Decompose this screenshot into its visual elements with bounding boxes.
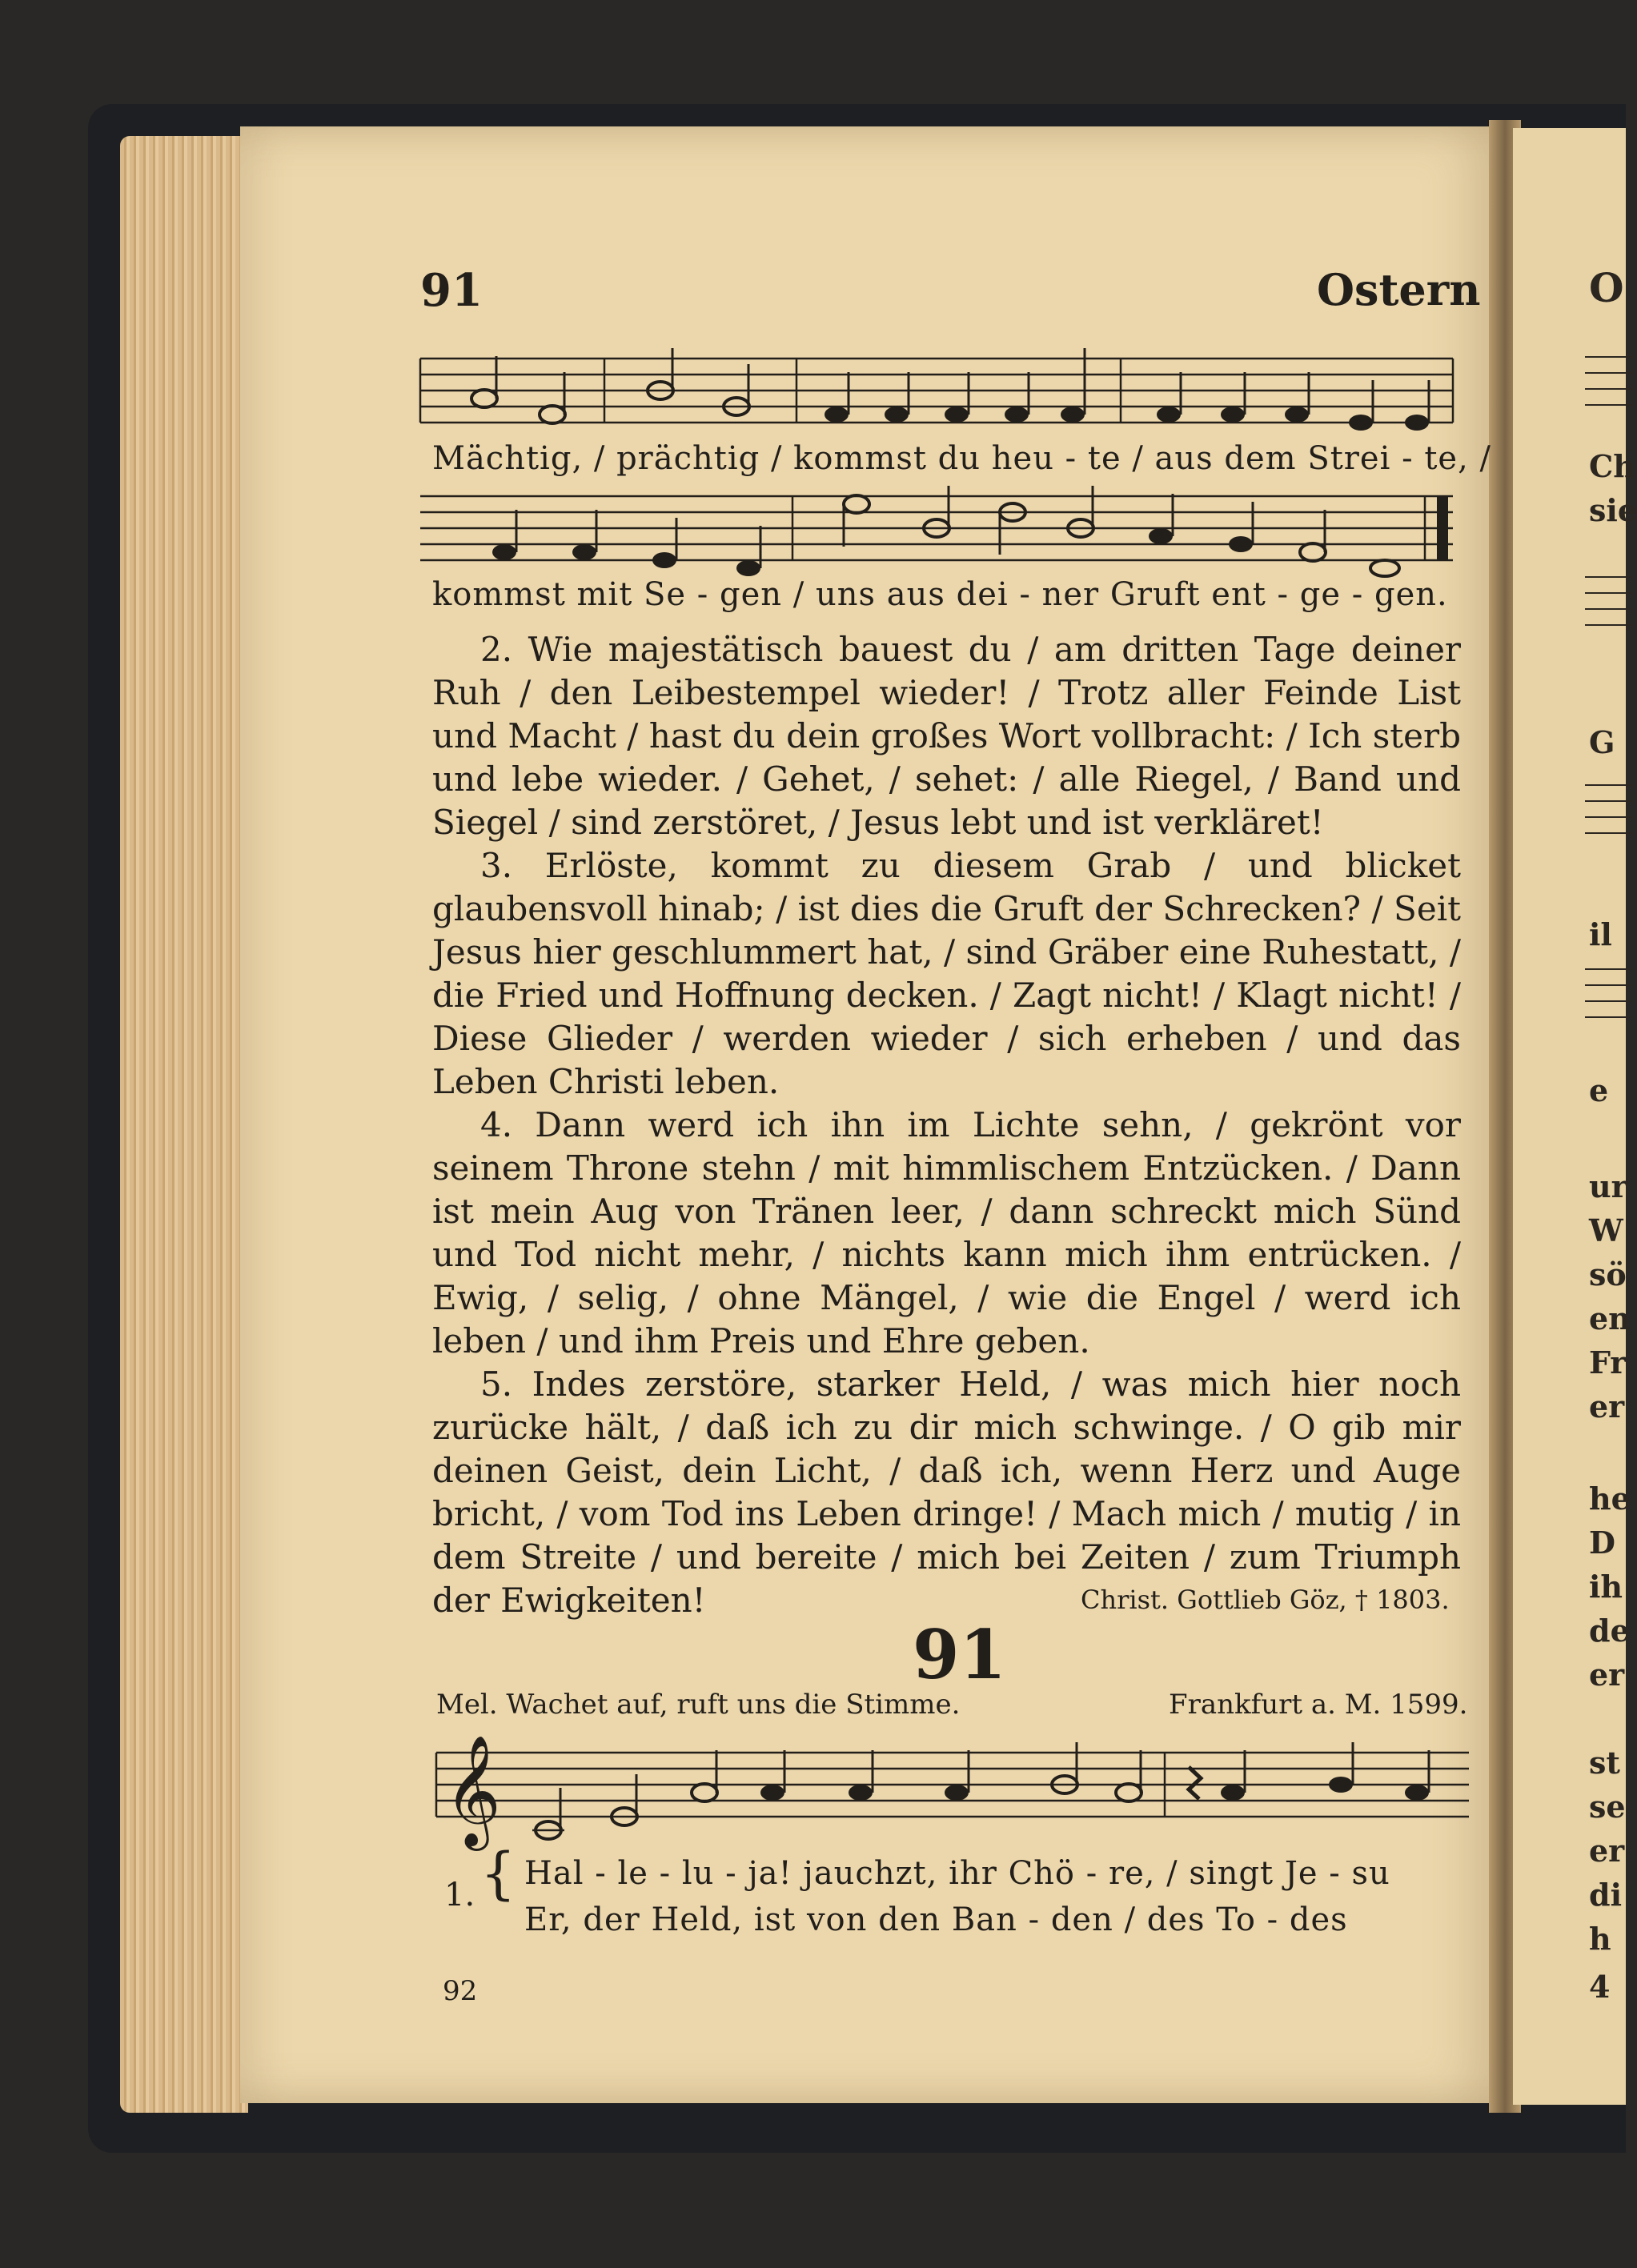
music-staff-1 [416, 336, 1457, 440]
verse-5: 5. Indes zerstöre, starker Held, / was mich hier noch zurücke hält, / daß ich zu dir mich schwinge. / O gib mir deinen Geist, dein Licht, / daß ich, wenn Herz und Auge bricht, / vom Tod ins Leben dringe! / Mach mich / mutig / in dem Streite / und bereite / mich bei Zeiten / zum Triumph der Ewigkeiten! [432, 1364, 1461, 1620]
right-fragment: er [1589, 1657, 1625, 1693]
right-fragment: ih [1589, 1569, 1623, 1605]
right-fragment: D [1589, 1525, 1615, 1561]
melody-note: Mel. Wachet auf, ruft uns die Stimme. [436, 1689, 961, 1721]
right-fragment: er [1589, 1833, 1625, 1869]
right-fragment: Ch [1589, 448, 1635, 484]
right-fragment: W [1589, 1212, 1623, 1248]
right-fragment: di [1589, 1877, 1623, 1913]
right-fragment: O [1589, 264, 1624, 311]
verse-4: 4. Dann werd ich ihn im Lichte sehn, / gekrönt vor seinem Throne stehn / mit himmlischem Entzücken. / Dann ist mein Aug von Tränen leer, / dann schreckt mich Sünd und Tod nicht mehr, / nichts kann mich ihm entrücken. / Ewig, / selig, / ohne Mängel, / wie die Engel / werd ich leben / und ihm Preis und Ehre geben. [432, 1105, 1461, 1360]
staff-1-lyrics: Mächtig, / prächtig / kommst du heu - te / aus dem Strei - te, / [432, 440, 1491, 477]
verse-2: 2. Wie majestätisch bauest du / am dritten Tage deiner Ruh / den Leibestempel wieder! / Trotz aller Feinde List und Macht / hast du dein großes Wort vollbracht: / Ich sterb und lebe wieder. / Gehet, / sehet: / alle Riegel, / Band und Siegel / sind zerstöret, / Jesus lebt und ist verkläret! [432, 630, 1461, 842]
right-fragment: sie [1589, 492, 1637, 528]
right-fragment: st [1589, 1745, 1620, 1781]
author-credit: Christ. Gottlieb Göz, † 1803. [1081, 1585, 1450, 1615]
music-staff-2 [416, 480, 1457, 584]
hymn-lyrics-line-2: Er, der Held, ist von den Ban - den / des To - des [524, 1901, 1348, 1938]
right-staff [1585, 576, 1633, 640]
right-fragment: se [1589, 1789, 1626, 1825]
page-number: 91 [420, 264, 483, 317]
right-fragment: 4 [1589, 1969, 1611, 2005]
verse-text [432, 628, 1461, 1622]
right-fragment: he [1589, 1481, 1631, 1517]
hymn-lyrics-line-1: Hal - le - lu - ja! jauchzt, ihr Chö - re, / singt Je - su [524, 1855, 1390, 1892]
right-page-edge [1513, 128, 1637, 2105]
right-fragment: en [1589, 1300, 1631, 1336]
right-staff [1585, 784, 1633, 848]
melody-origin: Frankfurt a. M. 1599. [1169, 1689, 1468, 1721]
page-edges [120, 136, 248, 2113]
section-title: Ostern [1317, 264, 1481, 315]
music-staff-3 [432, 1729, 1469, 1865]
right-fragment: Fr [1589, 1344, 1627, 1380]
right-fragment: sö [1589, 1256, 1627, 1292]
right-fragment: h [1589, 1921, 1611, 1957]
right-fragment: G [1589, 724, 1615, 760]
right-fragment: e [1589, 1072, 1609, 1108]
right-fragment: de [1589, 1613, 1630, 1649]
right-fragment: ur [1589, 1168, 1627, 1204]
svg-text:𝄞: 𝄞 [444, 1735, 501, 1846]
verse-number: 1. [444, 1877, 475, 1913]
footer-page-number: 92 [443, 1975, 478, 2007]
right-staff [1585, 356, 1633, 420]
verse-3: 3. Erlöste, kommt zu diesem Grab / und blicket glaubensvoll hinab; / ist dies die Gruft der Schrecken? / Seit Jesus hier geschlummert hat, / sind Gräber eine Ruhestatt, / die Fried und Hoffnung decken. / Zagt nicht! / Klagt nicht! / Diese Glieder / werden wieder / sich erheben / und das Leben Christi leben. [432, 846, 1461, 1101]
verse-brace: { [480, 1841, 516, 1906]
hymn-number: 91 [913, 1615, 1006, 1694]
right-fragment: er [1589, 1388, 1625, 1425]
right-staff [1585, 968, 1633, 1032]
right-fragment: il [1589, 916, 1612, 952]
staff-2-lyrics: kommst mit Se - gen / uns aus dei - ner Gruft ent - ge - gen. [432, 576, 1448, 613]
